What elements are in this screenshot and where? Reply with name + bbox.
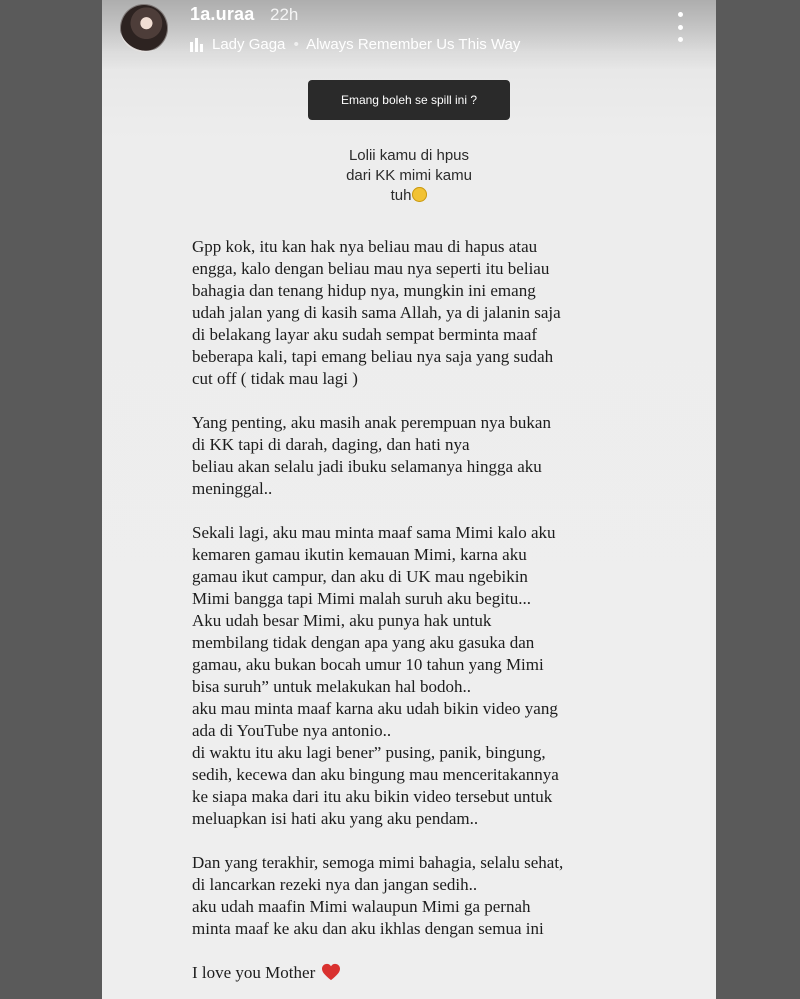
answer-text [282, 146, 536, 206]
text-line: beberapa kali, tapi emang beliau nya saja yang sudah [192, 347, 554, 366]
paragraph [192, 522, 716, 830]
text-line: Aku udah besar Mimi, aku punya hak untuk [192, 611, 492, 630]
text-line: aku udah maafin Mimi walaupun Mimi ga pernah [192, 897, 531, 916]
text-line: di waktu itu aku lagi bener” pusing, panik, bingung, [192, 743, 546, 762]
text-line: gamau, aku bukan bocah umur 10 tahun yang Mimi [192, 655, 544, 674]
text-line: di belakang layar aku sudah sempat berminta maaf [192, 325, 538, 344]
answer-line: dari KK mimi kamu [346, 167, 472, 184]
paragraph [192, 412, 716, 500]
text-line: Mimi bangga tapi Mimi malah suruh aku begitu... [192, 589, 532, 608]
text-line: di KK tapi di darah, daging, dan hati nya [192, 435, 470, 454]
story-view [102, 0, 716, 999]
answer-line: tuh [282, 186, 536, 206]
music-bars-icon [190, 38, 203, 52]
red-heart-icon [321, 963, 341, 981]
text-line: cut off ( tidak mau lagi ) [192, 369, 358, 388]
question-sticker [308, 80, 510, 120]
text-line: meninggal.. [192, 479, 273, 498]
music-sticker[interactable] [212, 36, 520, 53]
music-artist: Lady Gaga [212, 36, 286, 53]
text-line: udah jalan yang di kasih sama Allah, ya di jalanin saja [192, 303, 561, 322]
text-line: ke siapa maka dari itu aku bikin video tersebut untuk [192, 787, 553, 806]
laughing-tears-emoji-icon [412, 187, 427, 202]
text-line: beliau akan selalu jadi ibuku selamanya hingga aku [192, 457, 542, 476]
text-line: ada di YouTube nya antonio.. [192, 721, 392, 740]
text-line: Gpp kok, itu kan hak nya beliau mau di hapus atau [192, 237, 538, 256]
avatar[interactable] [120, 4, 168, 52]
text-line: bisa suruh” untuk melakukan hal bodoh.. [192, 677, 472, 696]
text-line: Sekali lagi, aku mau minta maaf sama Mimi kalo aku [192, 523, 556, 542]
more-vertical-icon[interactable] [672, 12, 688, 42]
text-line: Yang penting, aku masih anak perempuan nya bukan [192, 413, 551, 432]
post-time: 22h [270, 5, 299, 24]
text-line: bahagia dan tenang hidup nya, mungkin ini emang [192, 281, 536, 300]
text-line: Dan yang terakhir, semoga mimi bahagia, selalu sehat, [192, 853, 564, 872]
closing-line [192, 962, 716, 984]
text-line: minta maaf ke aku dan aku ikhlas dengan semua ini [192, 919, 544, 938]
text-line: membilang tidak dengan apa yang aku gasuka dan [192, 633, 535, 652]
answer-line: Lolii kamu di hpus [348, 147, 470, 164]
text-line: sedih, kecewa dan aku bingung mau menceritakannya [192, 765, 559, 784]
letter-text [192, 236, 716, 984]
text-line: aku mau minta maaf karna aku udah bikin video yang [192, 699, 558, 718]
closing-text: I love you Mother [192, 963, 316, 982]
text-line: di lancarkan rezeki nya dan jangan sedih.. [192, 875, 478, 894]
text-line: engga, kalo dengan beliau mau nya seperti itu beliau [192, 259, 550, 278]
username[interactable]: 1a.uraa [190, 4, 255, 24]
paragraph [192, 236, 716, 390]
text-line: gamau ikut campur, dan aku di UK mau ngebikin [192, 567, 528, 586]
question-text: Emang boleh se spill ini ? [340, 93, 478, 107]
paragraph [192, 852, 716, 940]
text-line: kemaren gamau ikutin kemauan Mimi, karna aku [192, 545, 527, 564]
story-header [102, 0, 716, 70]
music-song: Always Remember Us This Way [306, 36, 521, 53]
music-separator: • [293, 36, 299, 53]
text-line: meluapkan isi hati aku yang aku pendam.. [192, 809, 479, 828]
